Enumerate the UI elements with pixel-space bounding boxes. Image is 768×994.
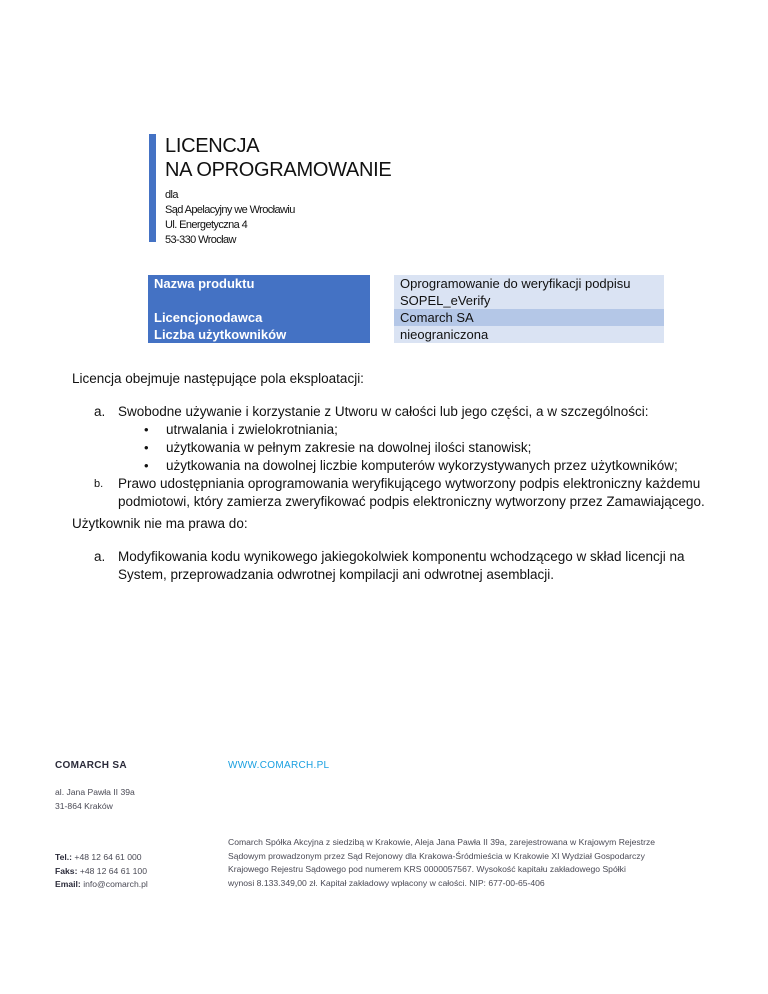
scope-item-b-marker: b. [94, 478, 104, 490]
bullet-icon: • [144, 422, 149, 437]
scope-item-a-text: Swobodne używanie i korzystanie z Utworu w całości lub jego części, a w szczególności: [118, 404, 649, 419]
table-gap [370, 326, 394, 343]
licensee-name: Sąd Apelacyjny we Wrocławiu [165, 204, 295, 216]
footer-contact [55, 851, 148, 892]
restrictions-item-a-line2: System, przeprowadzania odwrotnej kompilacji ani odwrotnej asemblacji. [118, 567, 554, 582]
table-row [148, 275, 664, 292]
footer-email-value[interactable]: info@comarch.pl [83, 879, 148, 889]
product-name-label: Nazwa produktu [148, 275, 370, 309]
licensor-label: Licencjonodawca [148, 309, 370, 326]
restrictions-item-a-marker: a. [94, 549, 106, 564]
restrictions-item-a-line1: Modyfikowania kodu wynikowego jakiegokolwiek komponentu wchodzącego w skład licencji na [118, 549, 685, 564]
footer-company-name: COMARCH SA [55, 760, 127, 771]
product-name-value-line1: Oprogramowanie do weryfikacji podpisu [394, 275, 664, 292]
licensor-value: Comarch SA [394, 309, 664, 326]
table-gap [370, 275, 394, 309]
footer-tel [55, 851, 148, 865]
footer-email [55, 878, 148, 892]
footer-website-link[interactable]: WWW.COMARCH.PL [228, 760, 330, 771]
bullet-icon: • [144, 440, 149, 455]
footer-fax [55, 865, 148, 879]
bullet-icon: • [144, 458, 149, 473]
footer-fax-value: +48 12 64 61 100 [79, 865, 147, 876]
footer-email-label: Email: [55, 879, 81, 889]
user-count-value: nieograniczona [394, 326, 664, 343]
document-title-line1: LICENCJA [165, 135, 260, 157]
scope-bullet-1: utrwalania i zwielokrotniania; [166, 422, 338, 437]
footer-tel-value: +48 12 64 61 000 [74, 852, 142, 862]
footer-legal-line4: wynosi 8.133.349,00 zł. Kapitał zakładowy wpłacony w całości. NIP: 677-00-65-406 [228, 877, 545, 888]
table-row [148, 326, 664, 343]
product-name-value-line2: SOPEL_eVerify [394, 292, 664, 309]
footer-address [55, 786, 135, 813]
footer-legal-line3: Krajowego Rejestru Sądowego pod numerem KRS 0000057567. Wysokość kapitału zakładowego Spółki [228, 864, 626, 874]
footer-address-line2: 31-864 Kraków [55, 800, 113, 811]
scope-item-b-line2: podmiotowi, który zamierza zweryfikować podpis elektroniczny wytworzony przez Zamawiającego. [118, 494, 705, 509]
restrictions-intro: Użytkownik nie ma prawa do: [72, 516, 248, 531]
footer-address-line1: al. Jana Pawła II 39a [55, 787, 135, 797]
footer-legal-line2: Sądowym prowadzonym przez Sąd Rejonowy dla Krakowa-Śródmieścia w Krakowie XI Wydział Gospodarczy [228, 850, 645, 861]
scope-intro: Licencja obejmuje następujące pola eksploatacji: [72, 371, 364, 386]
footer-legal-notice [228, 836, 748, 890]
for-label: dla [165, 189, 178, 201]
licensee-street: Ul. Energetyczna 4 [165, 219, 248, 231]
footer-fax-label: Faks: [55, 865, 78, 876]
user-count-label: Liczba użytkowników [148, 326, 370, 343]
footer-tel-label: Tel.: [55, 852, 73, 862]
scope-bullet-2: użytkowania w pełnym zakresie na dowolnej ilości stanowisk; [166, 440, 532, 455]
scope-item-b-line1: Prawo udostępniania oprogramowania weryfikującego wytworzony podpis elektroniczny każdemu [118, 476, 701, 491]
scope-bullet-3: użytkowania na dowolnej liczbie komputerów wykorzystywanych przez użytkowników; [166, 458, 678, 473]
product-info-table [148, 275, 664, 343]
scope-item-a-marker: a. [94, 404, 106, 419]
footer-legal-line1: Comarch Spółka Akcyjna z siedzibą w Krakowie, Aleja Jana Pawła II 39a, zarejestrowana w Krajowym Rejestrze [228, 837, 656, 847]
licensee-city: 53-330 Wrocław [165, 234, 236, 246]
table-gap [370, 309, 394, 326]
document-header [149, 134, 469, 246]
table-row [148, 309, 664, 326]
document-title-line2: NA OPROGRAMOWANIE [165, 159, 392, 181]
